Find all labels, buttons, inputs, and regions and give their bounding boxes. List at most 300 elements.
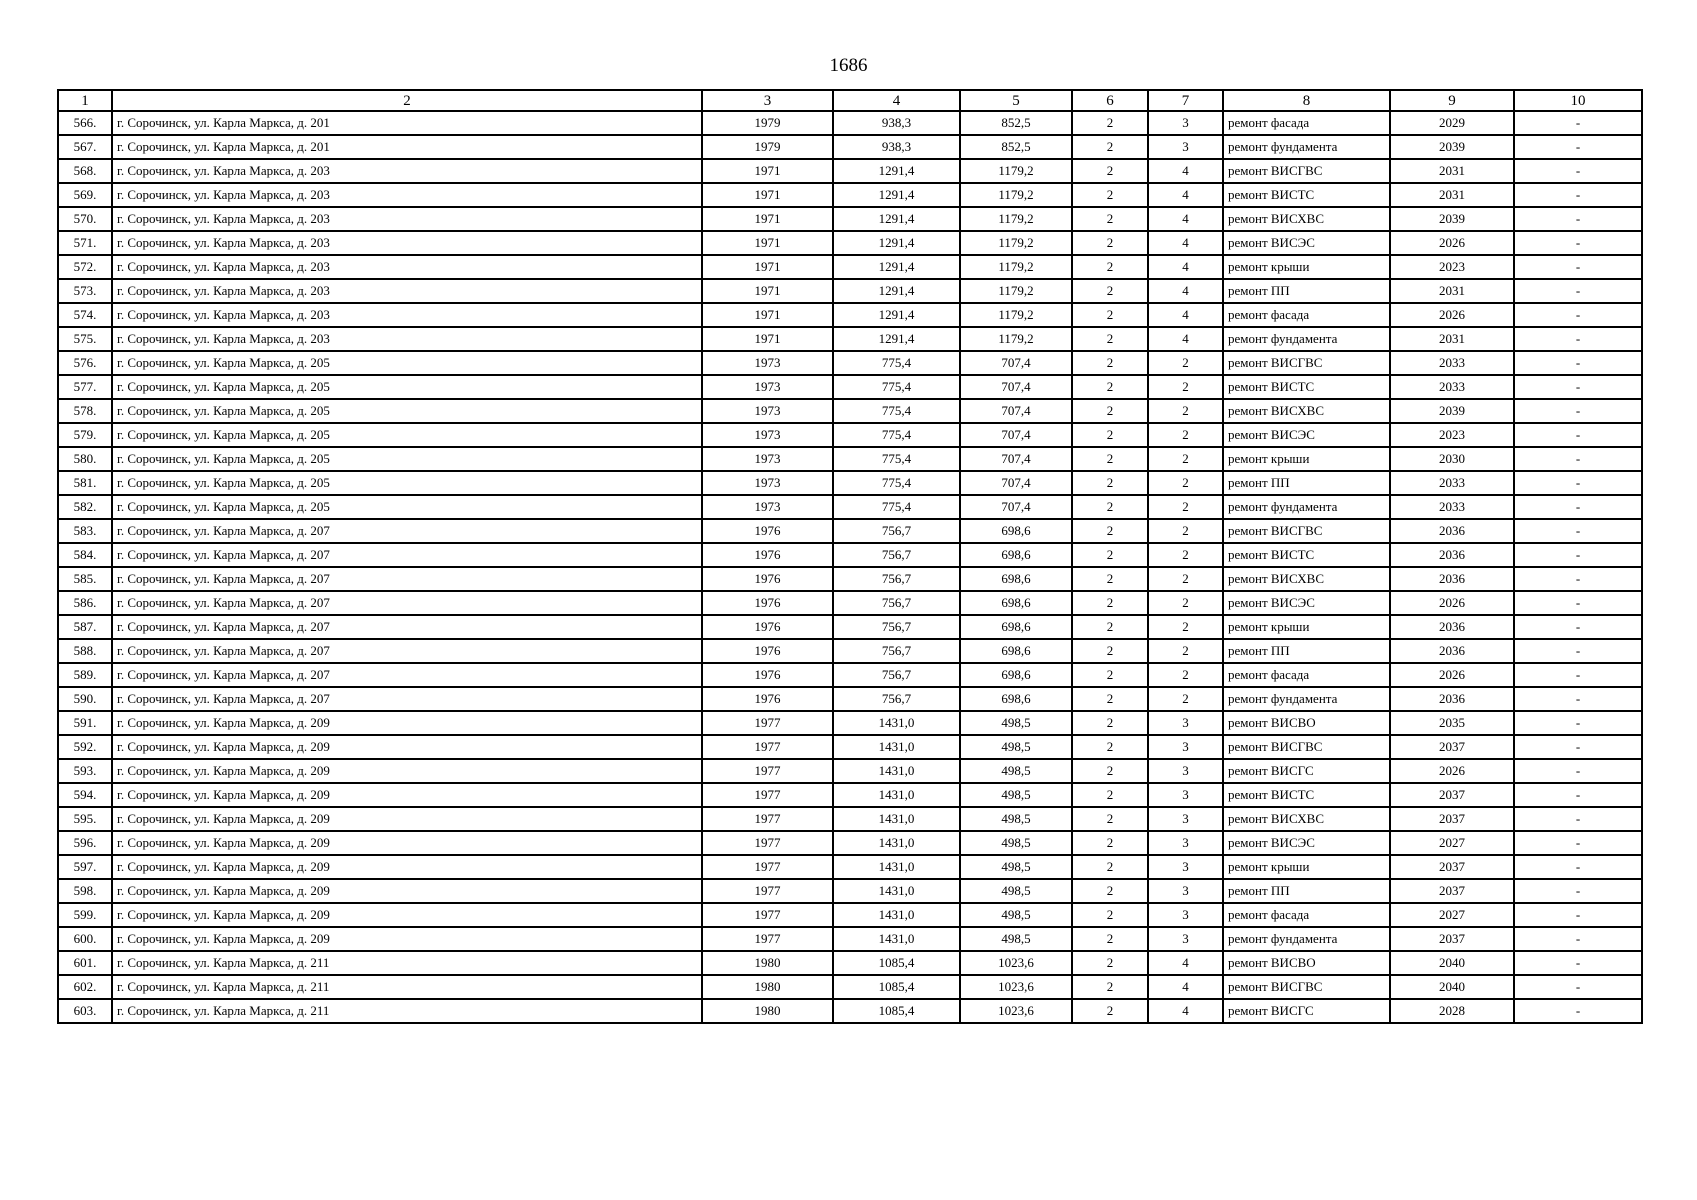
cell-planned-year: 2040 — [1390, 951, 1514, 975]
cell-repair-type: ремонт фундамента — [1223, 927, 1390, 951]
cell-total-area: 1291,4 — [833, 327, 960, 351]
cell-living-area: 707,4 — [960, 423, 1072, 447]
table-row — [58, 783, 1642, 807]
cell-repair-type: ремонт ВИСЭС — [1223, 831, 1390, 855]
cell-living-area: 707,4 — [960, 351, 1072, 375]
cell-living-area: 498,5 — [960, 831, 1072, 855]
cell-repair-type: ремонт фасада — [1223, 903, 1390, 927]
cell-address: г. Сорочинск, ул. Карла Маркса, д. 209 — [112, 927, 702, 951]
cell-planned-year: 2035 — [1390, 711, 1514, 735]
cell-repair-type: ремонт крыши — [1223, 447, 1390, 471]
cell-entrances-count: 4 — [1148, 159, 1223, 183]
cell-row-number: 574. — [58, 303, 112, 327]
cell-planned-year: 2026 — [1390, 591, 1514, 615]
cell-row-number: 576. — [58, 351, 112, 375]
cell-entrances-count: 2 — [1148, 519, 1223, 543]
table-row — [58, 639, 1642, 663]
table-row — [58, 495, 1642, 519]
cell-floors-count: 2 — [1072, 279, 1148, 303]
cell-total-area: 756,7 — [833, 543, 960, 567]
cell-living-area: 1179,2 — [960, 255, 1072, 279]
cell-address: г. Сорочинск, ул. Карла Маркса, д. 209 — [112, 855, 702, 879]
cell-repair-type: ремонт фасада — [1223, 663, 1390, 687]
cell-address: г. Сорочинск, ул. Карла Маркса, д. 205 — [112, 399, 702, 423]
cell-build-year: 1976 — [702, 687, 833, 711]
cell-address: г. Сорочинск, ул. Карла Маркса, д. 209 — [112, 759, 702, 783]
cell-address: г. Сорочинск, ул. Карла Маркса, д. 209 — [112, 807, 702, 831]
table-row — [58, 807, 1642, 831]
cell-planned-year: 2027 — [1390, 903, 1514, 927]
cell-repair-type: ремонт ВИСГВС — [1223, 351, 1390, 375]
cell-floors-count: 2 — [1072, 375, 1148, 399]
cell-build-year: 1976 — [702, 543, 833, 567]
cell-repair-type: ремонт крыши — [1223, 615, 1390, 639]
cell-living-area: 498,5 — [960, 711, 1072, 735]
cell-address: г. Сорочинск, ул. Карла Маркса, д. 203 — [112, 207, 702, 231]
cell-note: - — [1514, 567, 1642, 591]
cell-note: - — [1514, 735, 1642, 759]
cell-repair-type: ремонт фундамента — [1223, 495, 1390, 519]
cell-address: г. Сорочинск, ул. Карла Маркса, д. 203 — [112, 279, 702, 303]
cell-note: - — [1514, 351, 1642, 375]
table-row — [58, 159, 1642, 183]
table-row — [58, 567, 1642, 591]
cell-living-area: 1179,2 — [960, 279, 1072, 303]
cell-entrances-count: 2 — [1148, 495, 1223, 519]
cell-entrances-count: 2 — [1148, 351, 1223, 375]
cell-living-area: 698,6 — [960, 567, 1072, 591]
cell-address: г. Сорочинск, ул. Карла Маркса, д. 209 — [112, 831, 702, 855]
cell-living-area: 707,4 — [960, 399, 1072, 423]
cell-address: г. Сорочинск, ул. Карла Маркса, д. 203 — [112, 159, 702, 183]
column-header-9: 9 — [1390, 90, 1514, 111]
cell-floors-count: 2 — [1072, 351, 1148, 375]
cell-entrances-count: 2 — [1148, 639, 1223, 663]
cell-row-number: 585. — [58, 567, 112, 591]
cell-planned-year: 2037 — [1390, 855, 1514, 879]
cell-address: г. Сорочинск, ул. Карла Маркса, д. 203 — [112, 303, 702, 327]
cell-floors-count: 2 — [1072, 759, 1148, 783]
cell-address: г. Сорочинск, ул. Карла Маркса, д. 203 — [112, 255, 702, 279]
cell-total-area: 1431,0 — [833, 879, 960, 903]
cell-total-area: 775,4 — [833, 423, 960, 447]
cell-planned-year: 2031 — [1390, 279, 1514, 303]
cell-repair-type: ремонт ВИСТС — [1223, 375, 1390, 399]
cell-address: г. Сорочинск, ул. Карла Маркса, д. 201 — [112, 135, 702, 159]
cell-row-number: 581. — [58, 471, 112, 495]
table-row — [58, 855, 1642, 879]
cell-planned-year: 2023 — [1390, 423, 1514, 447]
cell-living-area: 698,6 — [960, 615, 1072, 639]
cell-row-number: 584. — [58, 543, 112, 567]
table-row — [58, 999, 1642, 1023]
table-row — [58, 519, 1642, 543]
cell-address: г. Сорочинск, ул. Карла Маркса, д. 207 — [112, 567, 702, 591]
cell-total-area: 1431,0 — [833, 735, 960, 759]
cell-repair-type: ремонт ВИСЭС — [1223, 591, 1390, 615]
cell-build-year: 1977 — [702, 735, 833, 759]
cell-planned-year: 2031 — [1390, 159, 1514, 183]
cell-total-area: 1431,0 — [833, 759, 960, 783]
cell-build-year: 1977 — [702, 903, 833, 927]
cell-note: - — [1514, 135, 1642, 159]
housing-repair-table — [57, 89, 1643, 1024]
cell-living-area: 498,5 — [960, 855, 1072, 879]
cell-row-number: 582. — [58, 495, 112, 519]
cell-repair-type: ремонт ВИСХВС — [1223, 207, 1390, 231]
cell-address: г. Сорочинск, ул. Карла Маркса, д. 211 — [112, 999, 702, 1023]
table-row — [58, 927, 1642, 951]
cell-repair-type: ремонт ВИСГВС — [1223, 159, 1390, 183]
cell-planned-year: 2027 — [1390, 831, 1514, 855]
cell-planned-year: 2023 — [1390, 255, 1514, 279]
cell-planned-year: 2026 — [1390, 231, 1514, 255]
cell-floors-count: 2 — [1072, 327, 1148, 351]
cell-row-number: 573. — [58, 279, 112, 303]
cell-row-number: 591. — [58, 711, 112, 735]
cell-row-number: 575. — [58, 327, 112, 351]
cell-total-area: 775,4 — [833, 399, 960, 423]
cell-row-number: 572. — [58, 255, 112, 279]
cell-planned-year: 2030 — [1390, 447, 1514, 471]
cell-note: - — [1514, 495, 1642, 519]
cell-row-number: 569. — [58, 183, 112, 207]
table-row — [58, 831, 1642, 855]
cell-address: г. Сорочинск, ул. Карла Маркса, д. 211 — [112, 975, 702, 999]
cell-floors-count: 2 — [1072, 567, 1148, 591]
cell-row-number: 600. — [58, 927, 112, 951]
cell-entrances-count: 2 — [1148, 687, 1223, 711]
cell-total-area: 756,7 — [833, 615, 960, 639]
cell-entrances-count: 2 — [1148, 591, 1223, 615]
cell-floors-count: 2 — [1072, 207, 1148, 231]
cell-entrances-count: 2 — [1148, 375, 1223, 399]
table-row — [58, 711, 1642, 735]
cell-entrances-count: 3 — [1148, 879, 1223, 903]
cell-note: - — [1514, 711, 1642, 735]
table-row — [58, 903, 1642, 927]
cell-living-area: 498,5 — [960, 783, 1072, 807]
cell-address: г. Сорочинск, ул. Карла Маркса, д. 207 — [112, 543, 702, 567]
cell-planned-year: 2026 — [1390, 759, 1514, 783]
cell-build-year: 1971 — [702, 279, 833, 303]
cell-note: - — [1514, 279, 1642, 303]
cell-floors-count: 2 — [1072, 135, 1148, 159]
cell-planned-year: 2040 — [1390, 975, 1514, 999]
cell-build-year: 1971 — [702, 255, 833, 279]
cell-note: - — [1514, 519, 1642, 543]
cell-row-number: 587. — [58, 615, 112, 639]
cell-entrances-count: 3 — [1148, 807, 1223, 831]
cell-floors-count: 2 — [1072, 543, 1148, 567]
table-row — [58, 375, 1642, 399]
cell-entrances-count: 3 — [1148, 831, 1223, 855]
cell-entrances-count: 2 — [1148, 423, 1223, 447]
cell-note: - — [1514, 111, 1642, 135]
cell-living-area: 1179,2 — [960, 159, 1072, 183]
cell-build-year: 1976 — [702, 639, 833, 663]
cell-living-area: 698,6 — [960, 591, 1072, 615]
cell-row-number: 567. — [58, 135, 112, 159]
cell-entrances-count: 2 — [1148, 447, 1223, 471]
cell-address: г. Сорочинск, ул. Карла Маркса, д. 207 — [112, 591, 702, 615]
table-body — [58, 111, 1642, 1023]
cell-note: - — [1514, 951, 1642, 975]
table-row — [58, 471, 1642, 495]
cell-total-area: 775,4 — [833, 495, 960, 519]
cell-row-number: 571. — [58, 231, 112, 255]
column-header-7: 7 — [1148, 90, 1223, 111]
cell-total-area: 1431,0 — [833, 711, 960, 735]
cell-planned-year: 2036 — [1390, 639, 1514, 663]
cell-total-area: 1431,0 — [833, 831, 960, 855]
cell-build-year: 1973 — [702, 447, 833, 471]
cell-row-number: 595. — [58, 807, 112, 831]
table-row — [58, 255, 1642, 279]
cell-note: - — [1514, 903, 1642, 927]
cell-entrances-count: 3 — [1148, 927, 1223, 951]
cell-living-area: 1179,2 — [960, 231, 1072, 255]
cell-note: - — [1514, 807, 1642, 831]
cell-build-year: 1979 — [702, 111, 833, 135]
cell-entrances-count: 3 — [1148, 135, 1223, 159]
cell-living-area: 1179,2 — [960, 183, 1072, 207]
cell-floors-count: 2 — [1072, 423, 1148, 447]
cell-row-number: 598. — [58, 879, 112, 903]
cell-floors-count: 2 — [1072, 951, 1148, 975]
cell-address: г. Сорочинск, ул. Карла Маркса, д. 205 — [112, 375, 702, 399]
cell-entrances-count: 4 — [1148, 231, 1223, 255]
cell-repair-type: ремонт ВИСТС — [1223, 543, 1390, 567]
cell-total-area: 775,4 — [833, 375, 960, 399]
cell-row-number: 568. — [58, 159, 112, 183]
page-number: 1686 — [829, 55, 868, 76]
cell-floors-count: 2 — [1072, 303, 1148, 327]
cell-floors-count: 2 — [1072, 519, 1148, 543]
cell-repair-type: ремонт крыши — [1223, 855, 1390, 879]
cell-build-year: 1971 — [702, 303, 833, 327]
cell-living-area: 1023,6 — [960, 999, 1072, 1023]
cell-entrances-count: 2 — [1148, 543, 1223, 567]
cell-entrances-count: 3 — [1148, 735, 1223, 759]
cell-total-area: 1085,4 — [833, 999, 960, 1023]
cell-repair-type: ремонт фундамента — [1223, 327, 1390, 351]
cell-floors-count: 2 — [1072, 855, 1148, 879]
table-row — [58, 303, 1642, 327]
cell-living-area: 498,5 — [960, 735, 1072, 759]
cell-note: - — [1514, 423, 1642, 447]
cell-repair-type: ремонт ВИСЭС — [1223, 423, 1390, 447]
table-row — [58, 735, 1642, 759]
column-header-2: 2 — [112, 90, 702, 111]
cell-row-number: 588. — [58, 639, 112, 663]
cell-address: г. Сорочинск, ул. Карла Маркса, д. 205 — [112, 447, 702, 471]
cell-repair-type: ремонт ВИСТС — [1223, 183, 1390, 207]
cell-entrances-count: 4 — [1148, 327, 1223, 351]
table-row — [58, 687, 1642, 711]
cell-floors-count: 2 — [1072, 231, 1148, 255]
cell-living-area: 698,6 — [960, 663, 1072, 687]
table-row — [58, 207, 1642, 231]
cell-living-area: 1023,6 — [960, 951, 1072, 975]
cell-living-area: 498,5 — [960, 807, 1072, 831]
cell-row-number: 583. — [58, 519, 112, 543]
cell-repair-type: ремонт ВИСГВС — [1223, 519, 1390, 543]
cell-row-number: 586. — [58, 591, 112, 615]
cell-row-number: 579. — [58, 423, 112, 447]
cell-row-number: 580. — [58, 447, 112, 471]
cell-build-year: 1971 — [702, 159, 833, 183]
cell-planned-year: 2036 — [1390, 543, 1514, 567]
cell-entrances-count: 4 — [1148, 999, 1223, 1023]
cell-living-area: 707,4 — [960, 495, 1072, 519]
table-row — [58, 279, 1642, 303]
cell-floors-count: 2 — [1072, 591, 1148, 615]
cell-repair-type: ремонт ВИСХВС — [1223, 399, 1390, 423]
cell-build-year: 1976 — [702, 567, 833, 591]
cell-address: г. Сорочинск, ул. Карла Маркса, д. 205 — [112, 495, 702, 519]
cell-build-year: 1973 — [702, 423, 833, 447]
table-row — [58, 351, 1642, 375]
cell-entrances-count: 4 — [1148, 207, 1223, 231]
cell-living-area: 707,4 — [960, 375, 1072, 399]
cell-floors-count: 2 — [1072, 495, 1148, 519]
table-row — [58, 327, 1642, 351]
cell-floors-count: 2 — [1072, 639, 1148, 663]
cell-repair-type: ремонт ПП — [1223, 639, 1390, 663]
cell-repair-type: ремонт ПП — [1223, 471, 1390, 495]
table-row — [58, 543, 1642, 567]
cell-floors-count: 2 — [1072, 471, 1148, 495]
cell-address: г. Сорочинск, ул. Карла Маркса, д. 201 — [112, 111, 702, 135]
cell-build-year: 1973 — [702, 399, 833, 423]
cell-row-number: 578. — [58, 399, 112, 423]
cell-planned-year: 2031 — [1390, 327, 1514, 351]
cell-address: г. Сорочинск, ул. Карла Маркса, д. 211 — [112, 951, 702, 975]
cell-repair-type: ремонт ВИСГВС — [1223, 975, 1390, 999]
cell-repair-type: ремонт ВИСВО — [1223, 711, 1390, 735]
cell-entrances-count: 4 — [1148, 303, 1223, 327]
cell-total-area: 1291,4 — [833, 255, 960, 279]
cell-total-area: 1431,0 — [833, 807, 960, 831]
cell-address: г. Сорочинск, ул. Карла Маркса, д. 205 — [112, 471, 702, 495]
cell-floors-count: 2 — [1072, 399, 1148, 423]
cell-row-number: 592. — [58, 735, 112, 759]
cell-living-area: 698,6 — [960, 687, 1072, 711]
table-row — [58, 111, 1642, 135]
cell-row-number: 577. — [58, 375, 112, 399]
cell-build-year: 1973 — [702, 375, 833, 399]
cell-total-area: 1291,4 — [833, 159, 960, 183]
cell-living-area: 1179,2 — [960, 327, 1072, 351]
column-header-5: 5 — [960, 90, 1072, 111]
cell-living-area: 852,5 — [960, 135, 1072, 159]
cell-total-area: 1291,4 — [833, 231, 960, 255]
cell-address: г. Сорочинск, ул. Карла Маркса, д. 209 — [112, 711, 702, 735]
table-row — [58, 615, 1642, 639]
cell-repair-type: ремонт фундамента — [1223, 135, 1390, 159]
cell-floors-count: 2 — [1072, 927, 1148, 951]
cell-total-area: 1085,4 — [833, 975, 960, 999]
cell-entrances-count: 2 — [1148, 663, 1223, 687]
cell-note: - — [1514, 183, 1642, 207]
cell-planned-year: 2033 — [1390, 495, 1514, 519]
cell-floors-count: 2 — [1072, 735, 1148, 759]
cell-build-year: 1976 — [702, 615, 833, 639]
table-row — [58, 663, 1642, 687]
cell-address: г. Сорочинск, ул. Карла Маркса, д. 205 — [112, 351, 702, 375]
cell-total-area: 775,4 — [833, 447, 960, 471]
cell-planned-year: 2036 — [1390, 567, 1514, 591]
cell-address: г. Сорочинск, ул. Карла Маркса, д. 209 — [112, 783, 702, 807]
cell-note: - — [1514, 687, 1642, 711]
cell-floors-count: 2 — [1072, 975, 1148, 999]
cell-living-area: 707,4 — [960, 471, 1072, 495]
cell-address: г. Сорочинск, ул. Карла Маркса, д. 207 — [112, 663, 702, 687]
table-row — [58, 399, 1642, 423]
cell-row-number: 589. — [58, 663, 112, 687]
cell-floors-count: 2 — [1072, 255, 1148, 279]
cell-repair-type: ремонт фасада — [1223, 111, 1390, 135]
cell-build-year: 1977 — [702, 831, 833, 855]
table-row — [58, 447, 1642, 471]
cell-planned-year: 2033 — [1390, 471, 1514, 495]
column-header-10: 10 — [1514, 90, 1642, 111]
cell-planned-year: 2037 — [1390, 879, 1514, 903]
cell-build-year: 1976 — [702, 519, 833, 543]
cell-address: г. Сорочинск, ул. Карла Маркса, д. 209 — [112, 879, 702, 903]
cell-floors-count: 2 — [1072, 711, 1148, 735]
cell-floors-count: 2 — [1072, 831, 1148, 855]
cell-planned-year: 2026 — [1390, 663, 1514, 687]
cell-total-area: 938,3 — [833, 111, 960, 135]
cell-floors-count: 2 — [1072, 615, 1148, 639]
cell-row-number: 603. — [58, 999, 112, 1023]
cell-entrances-count: 4 — [1148, 183, 1223, 207]
cell-note: - — [1514, 255, 1642, 279]
cell-note: - — [1514, 663, 1642, 687]
table-row — [58, 975, 1642, 999]
cell-repair-type: ремонт ВИСГВС — [1223, 735, 1390, 759]
cell-row-number: 566. — [58, 111, 112, 135]
cell-note: - — [1514, 543, 1642, 567]
cell-entrances-count: 2 — [1148, 567, 1223, 591]
cell-note: - — [1514, 855, 1642, 879]
cell-total-area: 1431,0 — [833, 927, 960, 951]
cell-build-year: 1973 — [702, 471, 833, 495]
cell-row-number: 593. — [58, 759, 112, 783]
cell-planned-year: 2036 — [1390, 687, 1514, 711]
cell-floors-count: 2 — [1072, 903, 1148, 927]
cell-build-year: 1971 — [702, 183, 833, 207]
cell-address: г. Сорочинск, ул. Карла Маркса, д. 209 — [112, 903, 702, 927]
cell-row-number: 601. — [58, 951, 112, 975]
table-row — [58, 135, 1642, 159]
cell-build-year: 1977 — [702, 807, 833, 831]
cell-planned-year: 2036 — [1390, 519, 1514, 543]
cell-living-area: 498,5 — [960, 927, 1072, 951]
table-row — [58, 591, 1642, 615]
cell-planned-year: 2039 — [1390, 207, 1514, 231]
cell-planned-year: 2033 — [1390, 351, 1514, 375]
cell-entrances-count: 4 — [1148, 255, 1223, 279]
table-row — [58, 231, 1642, 255]
cell-build-year: 1977 — [702, 711, 833, 735]
cell-living-area: 698,6 — [960, 639, 1072, 663]
cell-living-area: 852,5 — [960, 111, 1072, 135]
cell-note: - — [1514, 639, 1642, 663]
cell-row-number: 596. — [58, 831, 112, 855]
